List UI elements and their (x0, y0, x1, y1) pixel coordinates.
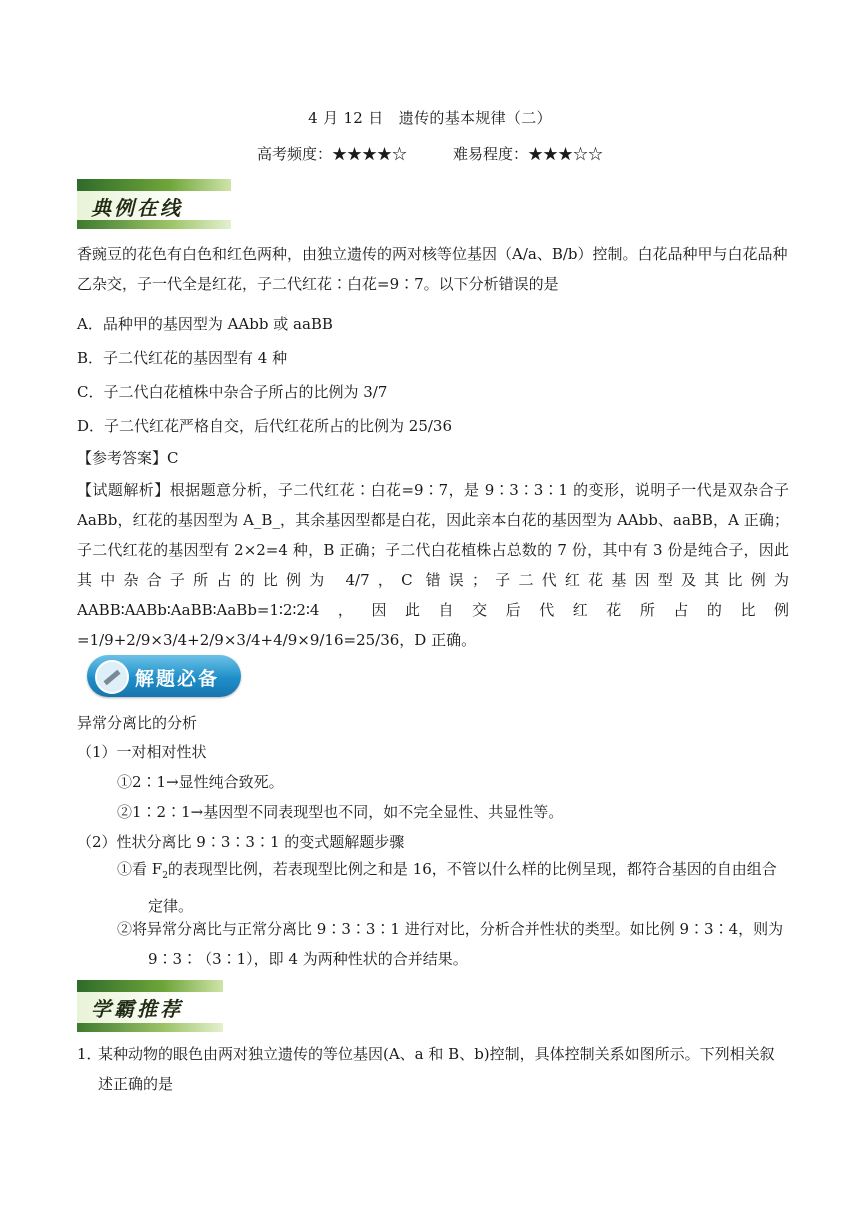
example-banner (77, 179, 231, 229)
page-title: 4 月 12 日 遗传的基本规律（二） (308, 109, 552, 127)
recommend-banner (77, 980, 223, 1032)
essentials-heading: 异常分离比的分析 (77, 714, 198, 732)
option-b: B．子二代红花的基因型有 4 种 (77, 349, 288, 367)
frequency-row (0, 143, 860, 164)
practice-number: 1． (77, 1045, 102, 1063)
question-text: 香豌豆的花色有白色和红色两种，由独立遗传的两对核等位基因（A/a、B/b）控制。白花品种甲与白花品种乙杂交，子一代全是红花，子二代红花∶白花=9∶7。以下分析错误的是 (77, 245, 788, 293)
section-1-item-2: ②1∶2∶1→基因型不同表现型也不同，如不完全显性、共显性等。 (117, 803, 564, 821)
practice-text: 某种动物的眼色由两对独立遗传的等位基因(A、a 和 B、b)控制，具体控制关系如图所示。下列相关叙述正确的是 (98, 1045, 775, 1093)
example-banner-label: 典例在线 (91, 196, 183, 220)
practice-question-1 (77, 1039, 789, 1099)
section-2-item-1: ①看 $F_2$的表现型比例，若表现型比例之和是 16，不管以什么样的比例呈现，都符合基因的自由组合定律。 (117, 860, 777, 915)
recommend-banner-label: 学霸推荐 (91, 997, 183, 1021)
section-1-heading: （1）一对相对性状 (77, 743, 207, 761)
section-2-heading: （2）性状分离比 9∶3∶3∶1 的变式题解题步骤 (77, 833, 405, 851)
essentials-banner (87, 655, 241, 697)
pencil-icon (95, 660, 129, 694)
option-a: A．品种甲的基因型为 AAbb 或 aaBB (77, 315, 333, 333)
reference-answer: 【参考答案】C (77, 449, 179, 467)
section-2-item-2: ②将异常分离比与正常分离比 9∶3∶3∶1 进行对比，分析合并性状的类型。如比例 9∶3∶4，则为 9∶3∶（3∶1），即 4 为两种性状的合并结果。 (117, 920, 784, 968)
analysis-text: 【试题解析】根据题意分析，子二代红花∶白花=9∶7，是 9∶3∶3∶1 的变形，说明子一代是双杂合子 AaBb，红花的基因型为 A_B_，其余基因型都是白花，因此亲本白花的基因型为 AAbb、aaBB，A 正确；子二代红花的基因型有 2×2=4 种，B 正确；子二代白花植株占总数的 7 份，其中有 3 份是纯合子，因此其中杂合子所占的比例为 4/7，C 错误；子二代红花基因型及其比例为 AABB∶AABb∶AaBB∶AaBb=1∶2∶2∶4，因此自交后代红花所占的比例=1/9+2/9×3/4+2/9×3/4+4/9×9/16=25/36，D 正确。 (77, 481, 789, 649)
option-d: D．子二代红花严格自交，后代红花所占的比例为 25/36 (77, 417, 453, 435)
difficulty-rating: 难易程度：★★★☆☆ (453, 145, 604, 163)
essentials-banner-label: 解题必备 (135, 668, 220, 690)
frequency-rating: 高考频度：★★★★☆ (256, 145, 407, 163)
section-1-item-1: ①2∶1→显性纯合致死。 (117, 773, 284, 791)
option-c: C．子二代白花植株中杂合子所占的比例为 3/7 (77, 383, 388, 401)
